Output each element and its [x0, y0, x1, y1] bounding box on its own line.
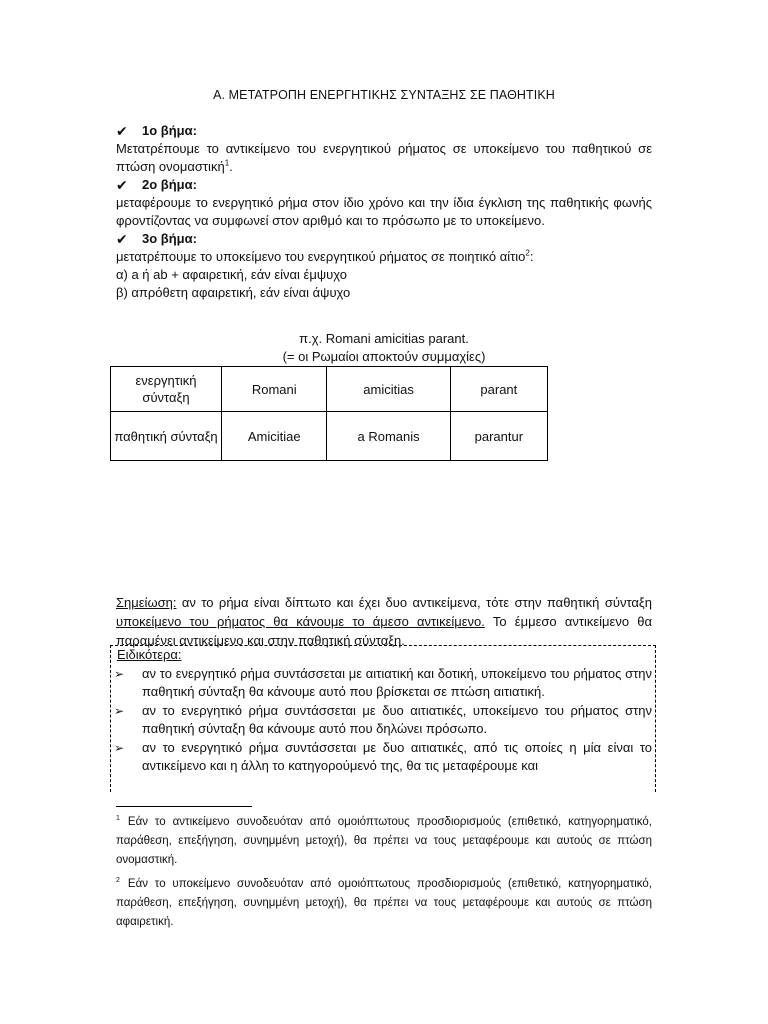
footnote-ref[interactable]: 2: [525, 248, 530, 258]
footnote-1: $^1$ Εάν το αντικείμενο συνοδευόταν από ομοιόπτωτους προσδιορισμούς (επιθετικό, κατηγορηματικό, παράθεση, επεξήγηση, συνημμένη μετοχή), θα πρέπει να τους μεταφέρουμε και αυτούς σε πτώση ονομαστική.: [116, 815, 652, 866]
table-cell: Amicitiae: [222, 412, 327, 461]
check-icon: ✔: [116, 123, 128, 139]
table-cell: a Romanis: [327, 412, 450, 461]
step-label: 2ο βήμα:: [142, 177, 197, 192]
example-translation: (= οι Ρωμαίοι αποκτούν συμμαχίες): [282, 349, 486, 364]
table-cell: parant: [450, 367, 547, 412]
example-caption: [116, 330, 652, 366]
document-body: [116, 86, 652, 461]
arrow-bullet-icon: ➢: [114, 740, 125, 755]
step-3-text: μετατρέπουμε το υποκείμενο του ενεργητικού ρήματος σε ποιητικό αίτιο$^2$:: [116, 248, 534, 264]
step-2-heading: [116, 176, 652, 194]
footnote-ref[interactable]: 1: [224, 158, 230, 168]
footnote-mark: 1: [116, 815, 120, 823]
table-row: [111, 367, 548, 412]
table-cell: amicitias: [327, 367, 450, 412]
list-item-text: αν το ενεργητικό ρήμα συντάσσεται με δυο αιτιατικές, υποκείμενο του ρήματος στην παθητική σύνταξη θα κάνουμε αυτό που δηλώνει πρόσωπο.: [142, 702, 652, 736]
check-icon: ✔: [116, 231, 128, 247]
step-2-text: μεταφέρουμε το ενεργητικό ρήμα στον ίδιο χρόνο και την ίδια έγκλιση της παθητικής φωνής φροντίζοντας να συμφωνεί στον αριθμό και το πρόσωπο με το υποκείμενο.: [116, 195, 652, 228]
example-sentence: π.χ. Romani amicitias parant.: [299, 331, 469, 346]
row-header: ενεργητική σύνταξη: [111, 367, 222, 412]
footnote-separator: [116, 806, 252, 807]
list-item-text: αν το ενεργητικό ρήμα συντάσσεται με δυο αιτιατικές, από τις οποίες η μία είναι το αντικείμενο και η άλλη το κατηγορούμενό της, θα τις μεταφέρουμε και: [142, 739, 652, 773]
footnote-2: $^2$ Εάν το υποκείμενο συνοδευόταν από ομοιόπτωτους προσδιορισμούς (επιθετικό, κατηγορηματικό, παράθεση, επεξήγηση, συνημμένη μετοχή), θα πρέπει να τους μεταφέρουμε και αυτούς σε πτώση αφαιρετική.: [116, 877, 652, 928]
list-item-text: αν το ενεργητικό ρήμα συντάσσεται με αιτιατική και δοτική, υποκείμενο του ρήματος στην παθητική σύνταξη θα κάνουμε αυτό που βρίσκεται σε πτώση αιτιατική.: [142, 665, 652, 699]
note-paragraph: Σημείωση: αν το ρήμα είναι δίπτωτο και έχει δυο αντικείμενα, τότε στην παθητική σύνταξη υποκείμενο του ρήματος θα κάνουμε το άμεσο αντικείμενο. Το έμμεσο αντικείμενο θα παραμένει αντικείμενο και στην παθητική σύνταξη.: [116, 595, 652, 648]
table-cell: parantur: [450, 412, 547, 461]
list-item: [111, 739, 655, 776]
step-label: 1ο βήμα:: [142, 123, 197, 138]
note-underlined: υποκείμενο του ρήματος θα κάνουμε το άμεσο αντικείμενο.: [116, 614, 485, 629]
footnote-mark: 2: [116, 877, 120, 885]
list-item: [111, 702, 655, 739]
row-header: παθητική σύνταξη: [111, 412, 222, 461]
conversion-table: [110, 366, 548, 461]
page-title: Α. ΜΕΤΑΤΡΟΠΗ ΕΝΕΡΓΗΤΙΚΗΣ ΣΥΝΤΑΞΗΣ ΣΕ ΠΑΘΗΤΙΚΗ: [213, 88, 555, 102]
step-1-text: Μετατρέπουμε το αντικείμενο του ενεργητικού ρήματος σε υποκείμενο του παθητικού σε πτώση ονομαστική$^1$.: [116, 141, 652, 174]
step-3-heading: [116, 230, 652, 248]
details-box: [110, 645, 656, 792]
table-row: [111, 412, 548, 461]
details-heading: Ειδικότερα:: [117, 647, 182, 662]
step-3-option-a: α) a ή ab + αφαιρετική, εάν είναι έμψυχο: [116, 267, 347, 282]
list-item: [111, 665, 655, 702]
table-cell: Romani: [222, 367, 327, 412]
arrow-bullet-icon: ➢: [114, 666, 125, 681]
arrow-bullet-icon: ➢: [114, 703, 125, 718]
note-label: Σημείωση:: [116, 595, 177, 610]
step-label: 3ο βήμα:: [142, 231, 197, 246]
step-1-heading: [116, 122, 652, 140]
check-icon: ✔: [116, 177, 128, 193]
step-3-option-b: β) απρόθετη αφαιρετική, εάν είναι άψυχο: [116, 285, 351, 300]
